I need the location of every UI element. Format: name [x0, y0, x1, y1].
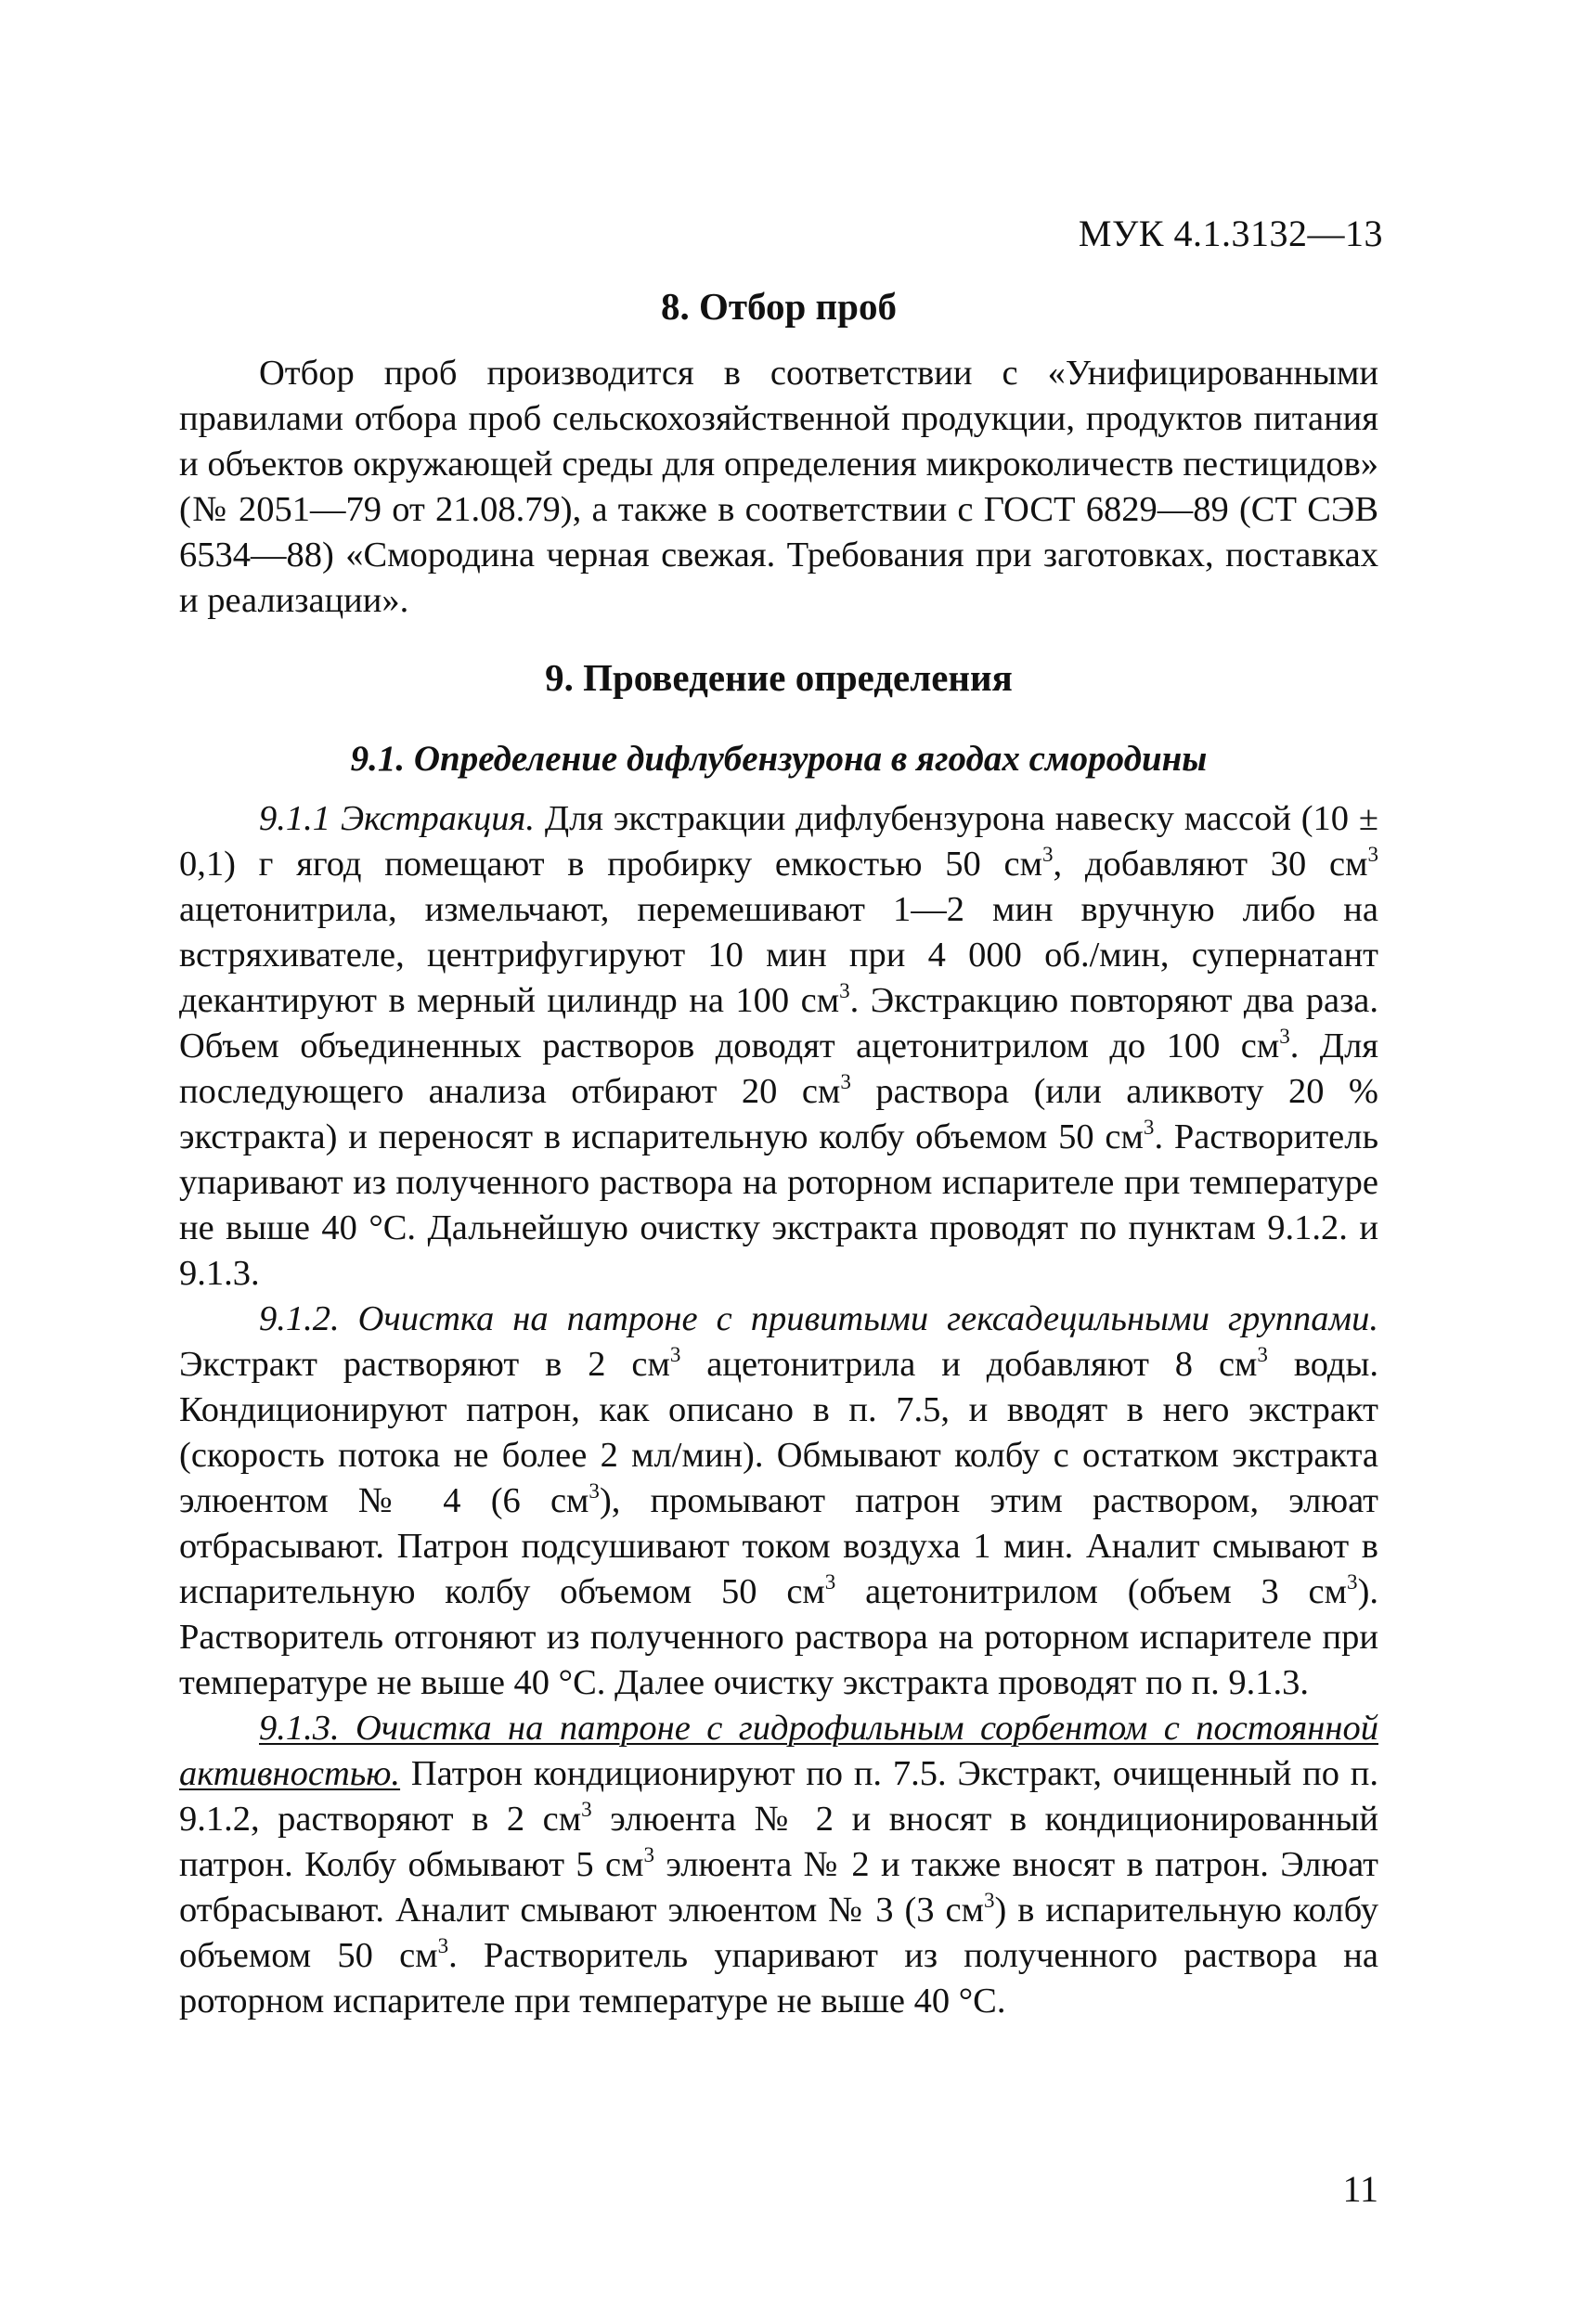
text-segment: , добавляют 30 см [1053, 845, 1368, 884]
document-code: МУК 4.1.3132—13 [1078, 213, 1383, 254]
superscript: 3 [581, 1797, 592, 1821]
subsection-9-1-heading: 9.1. Определение дифлубензурона в ягодах смородины [350, 739, 1208, 779]
text-segment: ацетонитрила, измельчают, перемешивают 1—2 мин вручную либо на встряхивателе, центрифугируют 10 мин при 4 000 об./мин, супернатант декантируют в мерный цилиндр на 100 см [179, 890, 1378, 1020]
section-8-paragraph: Отбор проб производится в соответствии с «Унифицированными правилами отбора проб сельскохозяйственной продукции, продуктов питания и объектов окружающей среды для определения микроколичеств пестицидов» (№ 2051—79 от 21.08.79), а также в соответствии с ГОСТ 6829—89 (СТ СЭВ 6534—88) «Смородина черная свежая. Требования при заготовках, поставках и реализации». [179, 354, 1378, 620]
text-segment: элюента № 2 и вносят в кондиционированный патрон. Колбу обмывают 5 см [179, 1800, 1379, 1884]
text-segment: раствора (или аликвоту 20 % экстракта) и переносят в испарительную колбу объемом 50 см [179, 1072, 1378, 1156]
paragraph-9-1-3 [179, 1706, 1378, 2024]
superscript: 3 [1279, 1024, 1290, 1048]
text-segment: . Для последующего анализа отбирают 20 см [179, 1026, 1378, 1111]
section-9-heading: 9. Проведение определения [545, 656, 1013, 699]
text-segment: ), промывают патрон этим раствором, элюат отбрасывают. Патрон подсушивают током воздуха 1 мин. Аналит смывают в испарительную колбу объемом 50 см [179, 1481, 1378, 1611]
text-segment: ацетонитрилом (объем 3 см [835, 1572, 1348, 1611]
superscript: 3 [589, 1478, 600, 1503]
paragraph-9-1-1-title: 9.1.1 Экстракция. [259, 799, 535, 838]
page-number: 11 [1342, 2168, 1378, 2210]
superscript: 3 [437, 1933, 449, 1957]
superscript: 3 [1347, 1569, 1358, 1594]
text-segment: Для экстракции дифлубензурона навеску массой (10 ± 0,1) г ягод помещают в пробирку емкостью 50 см [179, 799, 1378, 884]
paragraph-9-1-3-title: 9.1.3. Очистка на патроне с гидрофильным сорбентом с постоянной активностью. [179, 1709, 1378, 1793]
text-segment: Экстракт растворяют в 2 см [179, 1345, 670, 1384]
text-segment: Патрон кондиционируют по п. 7.5. Экстракт, очищенный по п. 9.1.2, растворяют в 2 см [179, 1754, 1378, 1839]
text-segment: воды. Кондиционируют патрон, как описано в п. 7.5, и вводят в него экстракт (скорость потока не более 2 мл/мин). Обмывают колбу с остатком экстракта элюентом № 4 (6 см [179, 1345, 1379, 1520]
text-segment: элюента № 2 и также вносят в патрон. Элюат отбрасывают. Аналит смывают элюентом № 3 (3 см [179, 1845, 1378, 1930]
section-8-heading: 8. Отбор проб [661, 285, 897, 328]
superscript: 3 [983, 1888, 995, 1912]
text-segment: ). Растворитель отгоняют из полученного раствора на роторном испарителе при температуре не выше 40 °С. Далее очистку экстракта проводят по п. 9.1.3. [179, 1572, 1379, 1702]
text-segment: ацетонитрила и добавляют 8 см [680, 1345, 1258, 1384]
superscript: 3 [1367, 842, 1378, 866]
paragraph-9-1-1 [179, 796, 1378, 1297]
superscript: 3 [643, 1842, 655, 1866]
page-body [179, 278, 1378, 2024]
superscript: 3 [1143, 1115, 1155, 1139]
superscript: 3 [1041, 842, 1054, 866]
superscript: 3 [1257, 1342, 1268, 1366]
paragraph-9-1-2 [179, 1297, 1378, 1706]
superscript: 3 [839, 978, 850, 1002]
text-segment: . Растворитель упаривают из полученного раствора на роторном испарителе при температуре не выше 40 °С. [179, 1936, 1378, 2021]
superscript: 3 [824, 1569, 836, 1594]
superscript: 3 [840, 1069, 851, 1093]
paragraph-9-1-2-title: 9.1.2. Очистка на патроне с привитыми гексадецильными группами. [259, 1299, 1378, 1338]
text-segment: . Растворитель упаривают из полученного раствора на роторном испарителе при температуре не выше 40 °С. Дальнейшую очистку экстракта проводят по пунктам 9.1.2. и 9.1.3. [179, 1117, 1378, 1293]
superscript: 3 [669, 1342, 681, 1366]
text-segment: . Экстракцию повторяют два раза. Объем объединенных растворов доводят ацетонитрилом до 100 см [179, 981, 1378, 1065]
text-segment: ) в испарительную колбу объемом 50 см [179, 1891, 1378, 1975]
